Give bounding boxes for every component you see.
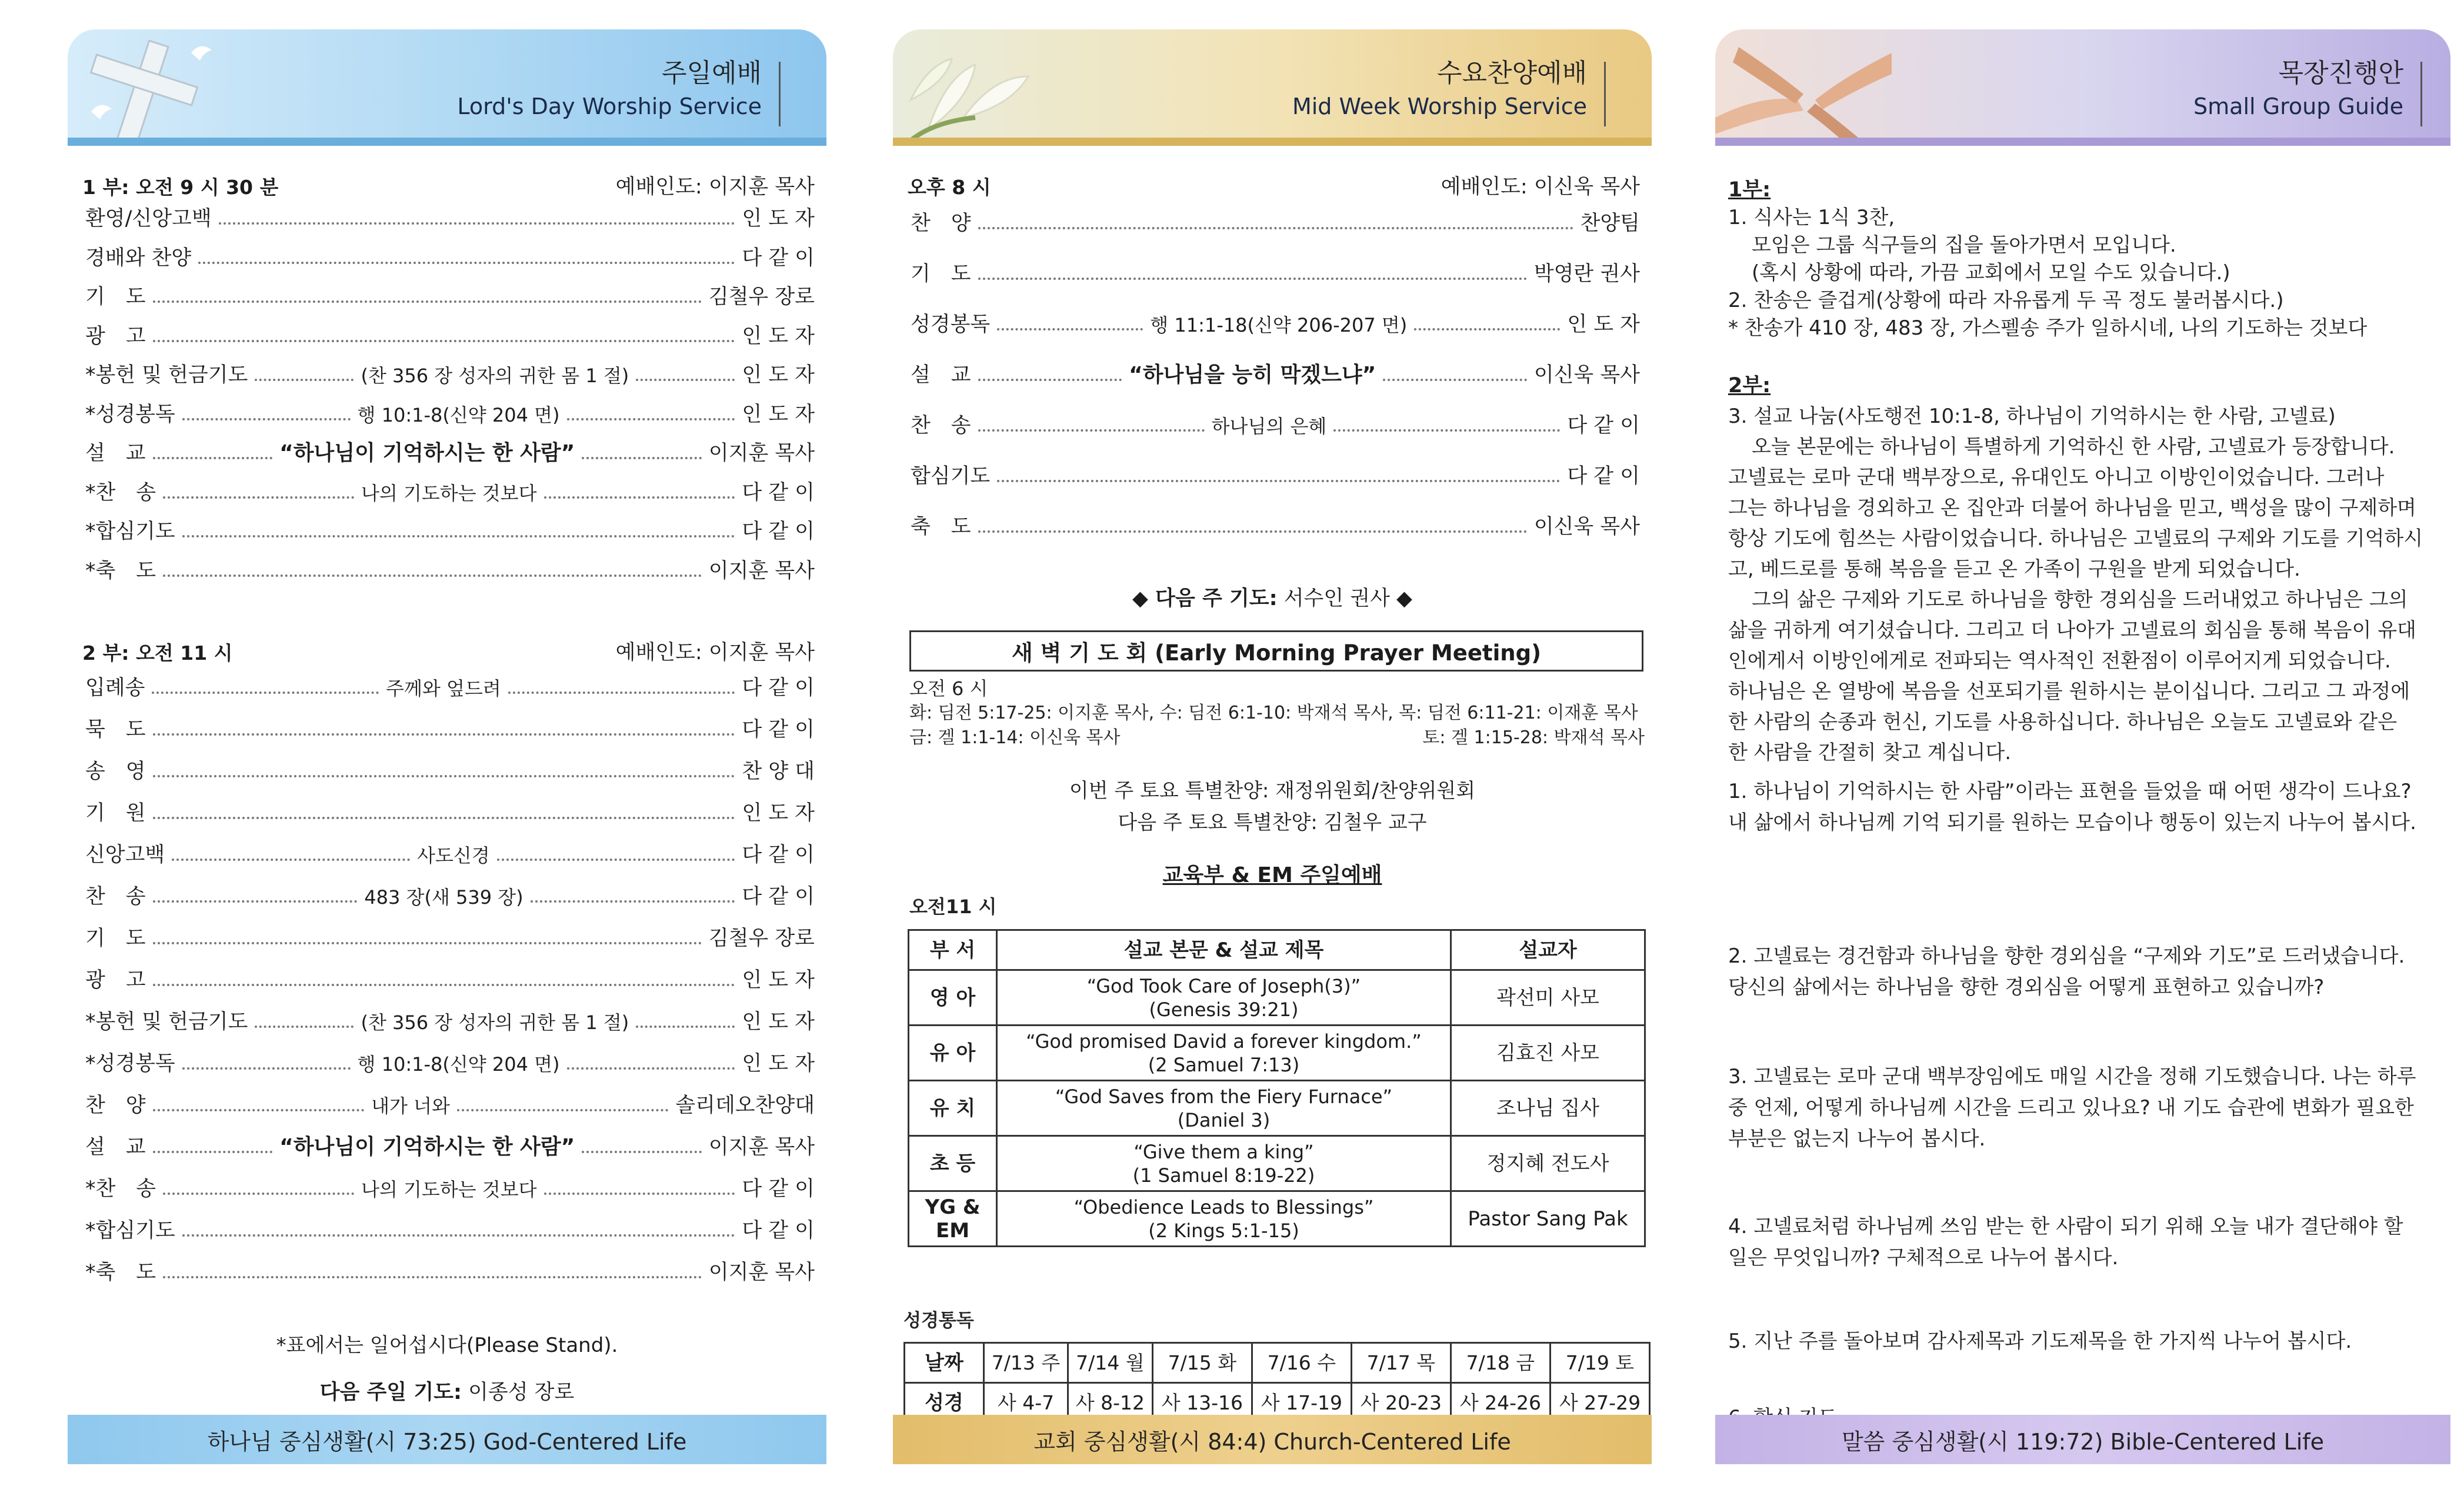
order-value: 다 같 이: [742, 1219, 815, 1243]
edu-sermon: [997, 1081, 1451, 1136]
order-value: 이지훈 목사: [708, 1261, 815, 1284]
order-row: [85, 436, 815, 466]
dot-leader: [497, 859, 735, 861]
header-divider: [2420, 62, 2422, 126]
dot-leader: [153, 775, 735, 777]
text-line: 하나님은 온 열방에 복음을 선포되기를 원하시는 분이십니다. 그리고 그 과정에: [1728, 680, 2410, 703]
part-1: [1728, 176, 2452, 342]
footer-church-centered: 교회 중심생활(시 84:4) Church-Centered Life: [893, 1415, 1652, 1464]
order-value: 다 같 이: [742, 520, 815, 543]
dot-leader: [153, 457, 272, 459]
special-praise-this-week: 이번 주 토요 특별찬양: 재정위원회/찬양위원회: [1069, 779, 1476, 803]
order-label: *봉헌 및 헌금기도: [85, 363, 248, 387]
edu-sermon-text: (2 Samuel 7:13): [1148, 1053, 1300, 1076]
order-row: [911, 459, 1640, 489]
edu-sermon: [997, 1026, 1451, 1081]
order-value: 다 같 이: [742, 246, 815, 270]
text-line: 그는 하나님을 경외하고 온 집안과 더불어 하나님을 믿고, 백성을 많이 구제하며: [1728, 496, 2416, 520]
reading-book: 사 17-19: [1252, 1383, 1351, 1423]
edu-dept: 유 치: [909, 1081, 997, 1136]
dot-leader: [978, 429, 1205, 432]
part-2-heading: 2부:: [1728, 374, 1771, 398]
order-value: 다 같 이: [742, 843, 815, 867]
dawn-prayer-box: [909, 630, 1643, 672]
order-detail: 행 11:1-18(신약 206-207 면): [1150, 314, 1408, 336]
edu-header-sermon: 설교 본문 & 설교 제목: [997, 930, 1451, 970]
edu-sermon-text: (1 Samuel 8:19-22): [1132, 1164, 1315, 1187]
dawn-time: 오전 6 시: [909, 677, 988, 700]
reading-dates-label: 날짜: [905, 1343, 984, 1383]
text-line: 고넬료는 로마 군대 백부장으로, 유대인도 아니고 이방인이었습니다. 그러나: [1728, 466, 2385, 489]
order-value: 박영란 권사: [1533, 262, 1640, 286]
question-q1: [1728, 776, 2452, 839]
edu-time: 오전11 시: [909, 896, 997, 918]
order-label: 묵 도: [85, 718, 146, 742]
order-label: 기 도: [85, 927, 146, 950]
order-value: 다 같 이: [1567, 465, 1640, 488]
header-divider: [779, 62, 781, 126]
edu-sermon-text: (Genesis 39:21): [1149, 998, 1299, 1021]
reading-book: 사 20-23: [1351, 1383, 1451, 1423]
text-line: * 찬송가 410 장, 483 장, 가스펠송 주가 일하시네, 나의 기도하는 것보다: [1728, 316, 2368, 340]
header-title-en: Lord's Day Worship Service: [457, 93, 762, 119]
order-label: *축 도: [85, 1261, 156, 1284]
order-label: *성경봉독: [85, 402, 175, 426]
reading-date: 7/18 금: [1451, 1343, 1550, 1383]
table-row: [909, 970, 1645, 1026]
header-divider: [1604, 62, 1606, 126]
order-label: *축 도: [85, 559, 156, 583]
edu-dept: 초 등: [909, 1136, 997, 1191]
order-row: [85, 796, 815, 826]
dot-leader: [219, 222, 735, 225]
column-lords-day: [68, 29, 826, 1464]
dot-leader: [153, 300, 702, 303]
order-label: 기 원: [85, 801, 146, 825]
order-row: [85, 754, 815, 784]
edu-sermon: [997, 970, 1451, 1026]
text-line: 모임은 그룹 식구들의 집을 돌아가면서 모입니다.: [1752, 233, 2176, 257]
order-row: [911, 256, 1640, 287]
order-label: 설 교: [911, 363, 971, 387]
question-line: 부분은 없는지 나누어 봅시다.: [1728, 1127, 1986, 1151]
question-line: 내 삶에서 하나님께 기억 되기를 원하는 모습이나 행동이 있는지 나누어 봅시다.: [1728, 811, 2416, 834]
order-row: [911, 408, 1640, 439]
order-row: [85, 279, 815, 310]
dawn-schedule: [909, 676, 1645, 750]
order-value: 이신욱 목사: [1533, 363, 1640, 387]
dot-leader: [1414, 328, 1560, 330]
dot-leader: [997, 328, 1143, 330]
edu-pastor: Pastor Sang Pak: [1451, 1191, 1645, 1247]
order-value: 인 도 자: [742, 1052, 815, 1076]
dot-leader: [153, 1151, 272, 1153]
order-value: 다 같 이: [742, 676, 815, 700]
header-lords-day: [68, 29, 826, 146]
table-row: [909, 1191, 1645, 1247]
question-q2: [1728, 941, 2452, 1003]
hands-together-icon: [1715, 29, 1892, 146]
order-row: [85, 1088, 815, 1118]
reading-book: 사 24-26: [1451, 1383, 1550, 1423]
question-q5: [1728, 1326, 2452, 1357]
order-label: 찬 양: [911, 212, 971, 235]
order-detail: 483 장(새 539 장): [364, 886, 524, 909]
order-row: [85, 553, 815, 584]
order-value: 김철우 장로: [708, 285, 815, 309]
order-detail: 내가 너와: [371, 1095, 450, 1117]
order-value: 이지훈 목사: [708, 442, 815, 465]
question-q3: [1728, 1061, 2452, 1155]
next-prayer-name: 서수인 권사 ◆: [1283, 587, 1412, 610]
dot-leader: [544, 496, 735, 499]
order-value: 인 도 자: [742, 402, 815, 426]
dot-leader: [153, 1109, 364, 1111]
edu-sermon-text: (Daniel 3): [1177, 1108, 1271, 1131]
order-detail: 나의 기도하는 것보다: [361, 1178, 537, 1201]
reading-title: 성경통독: [903, 1310, 974, 1331]
dot-leader: [978, 530, 1527, 533]
edu-sermon-title: “Give them a king”: [1133, 1140, 1314, 1163]
order-row: [85, 241, 815, 271]
order-detail: “하나님이 기억하시는 한 사람”: [279, 441, 575, 465]
header-midweek: [893, 29, 1652, 146]
edu-sermon: [997, 1191, 1451, 1247]
order-detail: “하나님이 기억하시는 한 사람”: [279, 1135, 575, 1159]
dot-leader: [1383, 379, 1527, 381]
dot-leader: [978, 379, 1122, 381]
dawn-prayer-title: 새 벽 기 도 회 (Early Morning Prayer Meeting): [1011, 640, 1542, 666]
order-row: [911, 509, 1640, 540]
dot-leader: [163, 575, 702, 577]
edu-header-dept: 부 서: [909, 930, 997, 970]
dot-leader: [567, 1067, 735, 1070]
cross-dove-icon: [79, 29, 221, 146]
header-rule: [68, 138, 826, 146]
edu-pastor: 곽선미 사모: [1451, 970, 1645, 1026]
text-line: 인에게서 이방인에게로 전파되는 역사적인 전환점이 이루어지게 되었습니다.: [1728, 649, 2391, 673]
column-midweek: [893, 29, 1652, 1464]
edu-sermon: [997, 1136, 1451, 1191]
dot-leader: [508, 692, 735, 694]
order-value: 인 도 자: [742, 363, 815, 387]
order-value: 김철우 장로: [708, 927, 815, 950]
order-value: 인 도 자: [742, 1010, 815, 1034]
text-line: 항상 기도에 힘쓰는 사람이었습니다. 하나님은 고넬료의 구제와 기도를 기억하시: [1728, 527, 2423, 550]
order-value: 인 도 자: [742, 324, 815, 348]
order-row: [85, 319, 815, 349]
midweek-leader: 예배인도: 이신욱 목사: [1441, 175, 1640, 199]
dot-leader: [153, 340, 735, 342]
header-rule: [1715, 138, 2450, 146]
table-row: [909, 1026, 1645, 1081]
table-row: [909, 1136, 1645, 1191]
edu-pastor: 조나님 집사: [1451, 1081, 1645, 1136]
order-row: [85, 879, 815, 910]
dot-leader: [163, 1276, 702, 1278]
header-rule: [893, 138, 1652, 146]
stand-note: *표에서는 일어섭시다(Please Stand).: [276, 1334, 618, 1357]
order-label: 설 교: [85, 1135, 146, 1159]
order-row: [911, 358, 1640, 388]
order-detail: 하나님의 은혜: [1211, 415, 1327, 437]
order-label: 축 도: [911, 515, 971, 539]
edu-sermon-title: “God Saves from the Fiery Furnace”: [1055, 1085, 1393, 1108]
order-value: 이신욱 목사: [1533, 515, 1640, 539]
dot-leader: [582, 457, 701, 459]
dot-leader: [457, 1109, 668, 1111]
reading-books-label: 성경: [905, 1383, 984, 1423]
header-title-en: Mid Week Worship Service: [1292, 93, 1587, 119]
dot-leader: [544, 1193, 735, 1195]
order-label: *찬 송: [85, 1177, 156, 1201]
service-1-leader: 예배인도: 이지훈 목사: [615, 175, 815, 199]
order-row: [85, 475, 815, 506]
dot-leader: [163, 1193, 354, 1195]
edu-header-pastor: 설교자: [1451, 930, 1645, 970]
edu-dept: 유 아: [909, 1026, 997, 1081]
dot-leader: [198, 262, 735, 264]
edu-dept: YG & EM: [909, 1191, 997, 1247]
order-label: 찬 양: [85, 1094, 146, 1117]
order-label: *합심기도: [85, 1219, 175, 1243]
order-label: 합심기도: [911, 465, 991, 488]
dot-leader: [636, 379, 735, 381]
dot-leader: [582, 1151, 701, 1153]
question-line: 4. 고넬료처럼 하나님께 쓰임 받는 한 사람이 되기 위해 오늘 내가 결단해야 할: [1728, 1215, 2403, 1238]
text-line: (혹시 상황에 따라, 가끔 교회에서 모일 수도 있습니다.): [1752, 261, 2230, 285]
order-value: 인 도 자: [742, 968, 815, 992]
text-line: 3. 설교 나눔(사도행전 10:1-8, 하나님이 기억하시는 한 사람, 고넬료): [1728, 405, 2336, 428]
edu-table-header: [909, 930, 1645, 970]
midweek-time: 오후 8 시: [908, 176, 991, 199]
edu-dept: 영 아: [909, 970, 997, 1026]
question-q4: [1728, 1211, 2452, 1274]
reading-dates-row: [905, 1343, 1650, 1383]
edu-title: 교육부 & EM 주일예배: [1162, 863, 1382, 887]
order-row: [85, 201, 815, 232]
header-title-en: Small Group Guide: [2193, 93, 2403, 119]
order-value: 인 도 자: [1567, 313, 1640, 336]
dawn-line-1: 화: 딤전 5:17-25: 이지훈 목사, 수: 딤전 6:1-10: 박재석 목사, 목: 딤전 6:11-21: 이재훈 목사: [909, 703, 1638, 723]
order-row: [85, 837, 815, 868]
order-detail: “하나님을 능히 막겠느냐”: [1129, 363, 1376, 387]
header-small-group: [1715, 29, 2450, 146]
midweek-next-prayer: [893, 582, 1652, 612]
order-label: *합심기도: [85, 520, 175, 543]
order-value: 다 같 이: [742, 1177, 815, 1201]
text-line: 그의 삶은 구제와 기도로 하나님을 향한 경외심을 드러내었고 하나님은 그의: [1752, 588, 2408, 612]
reading-date: 7/14 월: [1068, 1343, 1152, 1383]
order-value: 다 같 이: [1567, 414, 1640, 437]
edu-sermon-title: “God promised David a forever kingdom.”: [1026, 1030, 1422, 1053]
order-row: [85, 397, 815, 427]
dot-leader: [567, 418, 735, 420]
dot-leader: [172, 859, 410, 861]
order-label: 찬 송: [911, 414, 971, 437]
part-2: [1728, 370, 2452, 768]
part-1-heading: 1부:: [1728, 178, 1771, 202]
next-prayer-label: 다음 주일 기도:: [319, 1381, 462, 1404]
question-line: 중 언제, 어떻게 하나님께 시간을 드리고 있나요? 내 기도 습관에 변화가 필요한: [1728, 1096, 2414, 1120]
order-row: [85, 1171, 815, 1202]
order-row: [85, 712, 815, 743]
next-sunday-prayer: [68, 1376, 826, 1405]
order-row: [85, 514, 815, 545]
dawn-line-2a: 금: 겔 1:1-14: 이신욱 목사: [909, 727, 1121, 748]
dot-leader: [153, 817, 735, 819]
order-row: [85, 1046, 815, 1077]
text-line: 한 사람의 순종과 헌신, 기도를 사용하십니다. 하나님은 오늘도 고넬료와 같은: [1728, 710, 2398, 734]
dot-leader: [636, 1026, 735, 1028]
reading-book: 사 27-29: [1550, 1383, 1649, 1423]
order-row: [85, 921, 815, 951]
dot-leader: [163, 496, 354, 499]
text-line: 삶을 귀하게 여기셨습니다. 그리고 더 나아가 고넬료의 회심을 통해 복음이 유대: [1728, 619, 2416, 642]
header-title-ko: 목장진행안: [2278, 58, 2403, 88]
order-label: 신앙고백: [85, 843, 165, 867]
order-value: 다 같 이: [742, 885, 815, 909]
reading-book: 사 4-7: [984, 1383, 1068, 1423]
order-label: 성경봉독: [911, 313, 991, 336]
lily-flower-icon: [893, 29, 1046, 146]
order-label: 입례송: [85, 676, 145, 700]
order-row: [911, 307, 1640, 338]
dot-leader: [255, 379, 354, 381]
order-value: 인 도 자: [742, 801, 815, 825]
order-label: 찬 송: [85, 885, 146, 909]
order-detail: 사도신경: [416, 844, 490, 867]
reading-book: 사 13-16: [1152, 1383, 1252, 1423]
dawn-line-2b: 토: 겔 1:15-28: 박재석 목사: [1422, 727, 1645, 748]
edu-sermon-title: “Obedience Leads to Blessings”: [1073, 1195, 1374, 1218]
footer-god-centered: 하나님 중심생활(시 73:25) God-Centered Life: [68, 1415, 826, 1464]
question-line: 3. 고넬료는 로마 군대 백부장임에도 매일 시간을 정해 기도했습니다. 나는 하루: [1728, 1065, 2416, 1088]
text-line: 2. 찬송은 즐겁게(상황에 따라 자유롭게 두 곡 정도 불러봅시다.): [1728, 289, 2284, 312]
order-value: 인 도 자: [742, 207, 815, 231]
text-line: 한 사람을 간절히 찾고 계십니다.: [1728, 741, 2012, 764]
dot-leader: [182, 1234, 735, 1237]
order-label: 기 도: [911, 262, 971, 286]
order-row: [85, 1004, 815, 1035]
order-label: *성경봉독: [85, 1052, 175, 1076]
question-line: 2. 고넬료는 경건함과 하나님을 향한 경외심을 “구제와 기도”로 드러냈습니다.: [1728, 944, 2405, 968]
order-label: 광 고: [85, 324, 146, 348]
next-prayer-label: ◆ 다음 주 기도:: [1132, 587, 1278, 610]
order-detail: (찬 356 장 성자의 귀한 몸 1 절): [361, 365, 629, 387]
service-1-title: 1 부: 오전 9 시 30 분: [82, 176, 279, 199]
reading-date: 7/17 목: [1351, 1343, 1451, 1383]
order-label: 환영/신앙고백: [85, 207, 212, 231]
dot-leader: [182, 535, 735, 537]
order-detail: 행 10:1-8(신약 204 면): [357, 1053, 560, 1076]
order-row: [85, 670, 815, 701]
dot-leader: [182, 418, 351, 420]
dot-leader: [152, 692, 379, 694]
question-line: 일은 무엇입니까? 구체적으로 나누어 봅시다.: [1728, 1246, 2119, 1270]
order-row: [85, 358, 815, 388]
service-2-leader: 예배인도: 이지훈 목사: [615, 641, 815, 664]
order-label: *찬 송: [85, 480, 156, 505]
order-detail: 행 10:1-8(신약 204 면): [357, 403, 560, 426]
dot-leader: [531, 900, 735, 903]
reading-date: 7/16 수: [1252, 1343, 1351, 1383]
question-line: 5. 지난 주를 돌아보며 감사제목과 기도제목을 한 가지씩 나누어 봅시다.: [1728, 1330, 2352, 1353]
reading-book: 사 8-12: [1068, 1383, 1152, 1423]
order-detail: 나의 기도하는 것보다: [361, 482, 537, 505]
next-prayer-name: 이종성 장로: [468, 1381, 575, 1404]
order-label: 송 영: [85, 760, 146, 783]
dot-leader: [153, 984, 735, 986]
question-line: 1. 하나님이 기억하시는 한 사람”이라는 표현을 들었을 때 어떤 생각이 드나요?: [1728, 780, 2412, 803]
edu-pastor: 김효진 사모: [1451, 1026, 1645, 1081]
text-line: 오늘 본문에는 하나님이 특별하게 기억하신 한 사람, 고넬료가 등장합니다.: [1752, 435, 2395, 459]
order-detail: 주께와 엎드려: [386, 677, 501, 700]
order-label: *봉헌 및 헌금기도: [85, 1010, 248, 1034]
reading-date: 7/19 토: [1550, 1343, 1649, 1383]
edu-sermon-text: (2 Kings 5:1-15): [1148, 1219, 1299, 1242]
service-2-title: 2 부: 오전 11 시: [82, 642, 233, 664]
order-value: 이지훈 목사: [708, 1135, 815, 1159]
dot-leader: [978, 227, 1573, 229]
dot-leader: [153, 900, 358, 903]
order-label: 광 고: [85, 968, 146, 992]
dot-leader: [153, 733, 735, 736]
order-row: [85, 1130, 815, 1160]
header-title-ko: 주일예배: [661, 58, 762, 88]
reading-table: [903, 1342, 1651, 1424]
order-detail: (찬 356 장 성자의 귀한 몸 1 절): [361, 1011, 629, 1034]
table-row: [909, 1081, 1645, 1136]
order-value: 찬 양 대: [742, 760, 815, 783]
order-row: [911, 206, 1640, 236]
order-label: 설 교: [85, 442, 146, 465]
special-praise-next-week: 다음 주 토요 특별찬양: 김철우 교구: [1118, 811, 1427, 834]
order-row: [85, 1255, 815, 1285]
edu-sermon-title: “God Took Care of Joseph(3)”: [1086, 974, 1361, 997]
dot-leader: [153, 942, 702, 944]
order-label: 기 도: [85, 285, 146, 309]
text-line: 고, 베드로를 통해 복음을 듣고 온 가족이 구원을 받게 되었습니다.: [1728, 557, 2300, 581]
order-value: 솔리데오찬양대: [675, 1094, 815, 1117]
dot-leader: [997, 480, 1560, 482]
edu-pastor: 정지혜 전도사: [1451, 1136, 1645, 1191]
header-title-ko: 수요찬양예배: [1436, 58, 1587, 88]
reading-date: 7/15 화: [1152, 1343, 1252, 1383]
dot-leader: [255, 1026, 354, 1028]
order-label: 경배와 찬양: [85, 246, 192, 270]
order-value: 다 같 이: [742, 718, 815, 742]
dot-leader: [182, 1067, 351, 1070]
order-row: [85, 963, 815, 993]
footer-bible-centered: 말씀 중심생활(시 119:72) Bible-Centered Life: [1715, 1415, 2450, 1464]
column-small-group: [1715, 29, 2450, 1464]
special-praise: [893, 775, 1652, 839]
question-line: 당신의 삶에서는 하나님을 향한 경외심을 어떻게 표현하고 있습니까?: [1728, 976, 2325, 999]
edu-table: [908, 929, 1646, 1247]
dot-leader: [1333, 429, 1560, 432]
text-line: 1. 식사는 1식 3찬,: [1728, 206, 1895, 229]
order-value: 이지훈 목사: [708, 559, 815, 583]
order-value: 찬양팀: [1580, 212, 1640, 235]
order-row: [85, 1213, 815, 1244]
dot-leader: [978, 278, 1527, 280]
order-value: 다 같 이: [742, 480, 815, 505]
reading-date: 7/13 주: [984, 1343, 1068, 1383]
